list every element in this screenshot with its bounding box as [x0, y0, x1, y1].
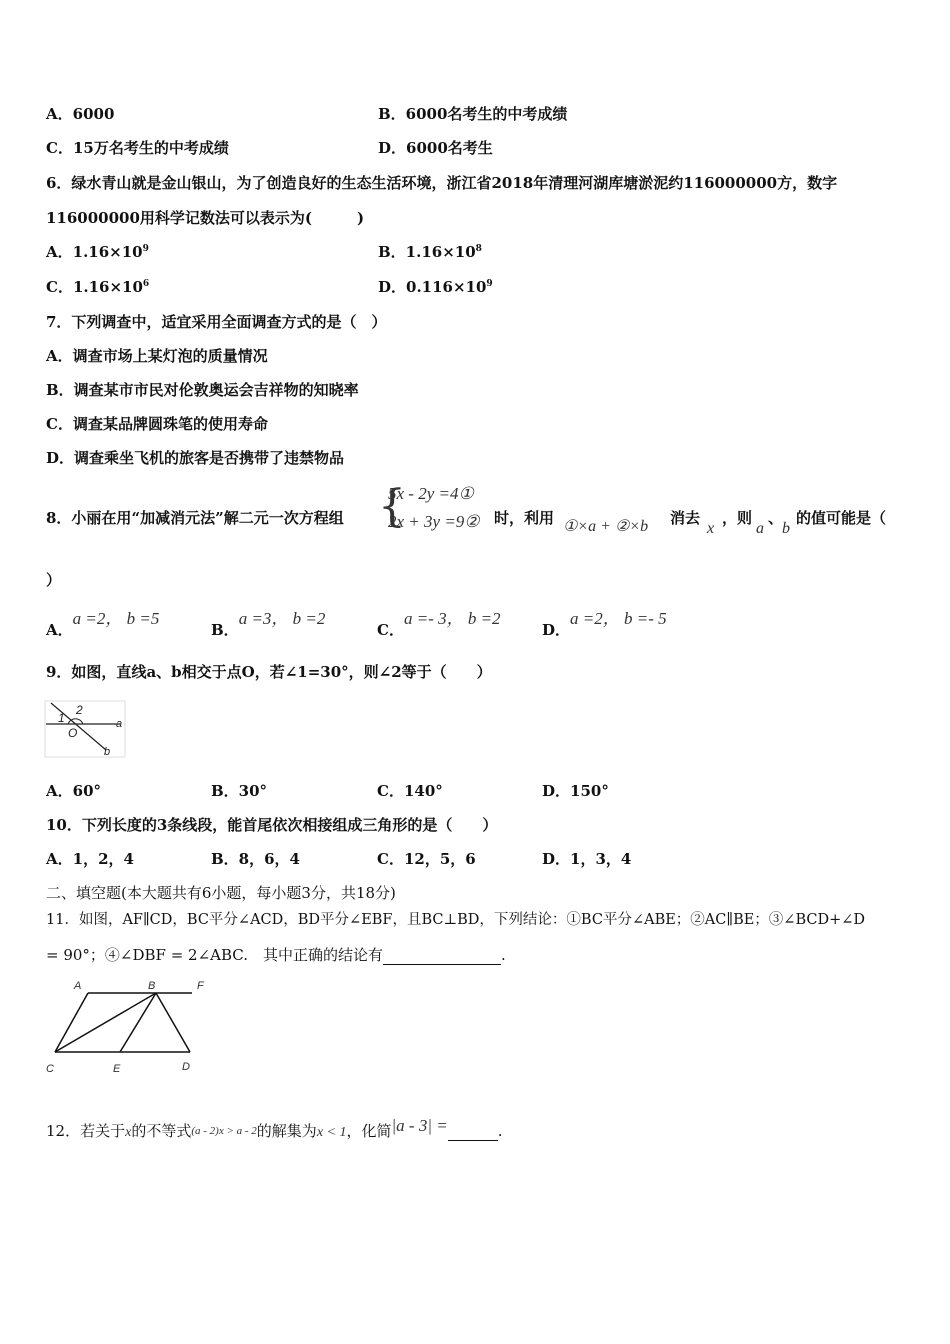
q8-option-c — [377, 604, 501, 639]
q8-option-d-math: a =2， b =- 5 — [570, 609, 667, 628]
q7-stem: 7．下列调查中，适宜采用全面调查方式的是（ ） — [46, 313, 387, 331]
q11-segment-bd — [156, 993, 190, 1052]
q6-option-c-base: C．1.16×10 — [46, 278, 143, 296]
q8-stem-pre: 8．小丽在用“加减消元法”解二元一次方程组 — [46, 509, 344, 527]
q6-option-a-exp: 9 — [142, 244, 149, 254]
q6-stem-line2: 116000000用科学记数法可以表示为( ) — [46, 209, 365, 227]
q6-option-d-exp: 9 — [486, 279, 493, 289]
q11-label-d: D — [182, 1061, 190, 1073]
q7-option-c: C．调查某品牌圆珠笔的使用寿命 — [46, 415, 268, 433]
q8-option-b-math: a =3， b =2 — [238, 609, 326, 628]
q7-option-a: A．调查市场上某灯泡的质量情况 — [46, 347, 268, 365]
q11-stem-line1: 11．如图，AF∥CD，BC平分∠ACD，BD平分∠EBF，且BC⊥BD，下列结论：①BC平分∠ABE；②AC∥BE；③∠BCD+∠D — [46, 912, 866, 928]
q10-option-a: A．1，2，4 — [46, 850, 134, 868]
q6-option-d — [378, 276, 493, 297]
q11-label-c: C — [46, 1063, 54, 1075]
q8-stem-post: 的值可能是（ — [796, 509, 887, 527]
q12-answer-blank[interactable] — [448, 1126, 498, 1141]
q6-option-c — [46, 276, 149, 297]
q9-label-o: O — [68, 726, 78, 740]
q10-option-d: D．1，3，4 — [542, 850, 632, 868]
q8-option-b-label: B． — [211, 621, 239, 639]
q11-figure — [42, 976, 214, 1078]
q7-option-d: D．调查乘坐飞机的旅客是否携带了违禁物品 — [46, 449, 345, 467]
q10-option-c: C．12，5，6 — [377, 850, 476, 868]
q6-stem-line1: 6．绿水青山就是金山银山，为了创造良好的生态生活环境，浙江省2018年清理河湖库塘淤泥约116000000方，数字 — [46, 174, 838, 192]
q8-expression: ①×a + ②×b — [563, 518, 649, 535]
q8-stem-mid3: ，则 — [722, 509, 753, 527]
q8-option-a-math: a =2， b =5 — [72, 609, 160, 628]
q8-option-c-label: C． — [377, 621, 404, 639]
q8-var-x: x — [707, 520, 715, 537]
q11-stem-line2-end: . — [501, 946, 506, 964]
q8-option-d-label: D． — [542, 621, 571, 639]
q6-option-b — [378, 241, 482, 262]
q11-label-a: A — [74, 980, 82, 992]
q8-option-b — [211, 604, 326, 639]
q8-var-a: a — [756, 520, 764, 537]
q8-equation-1: 5x - 2y =4① — [388, 484, 474, 503]
q6-option-b-exp: 8 — [475, 244, 482, 254]
q9-option-c: C．140° — [377, 782, 443, 800]
q5-option-d: D．6000名考生 — [378, 139, 493, 157]
q6-option-a — [46, 241, 149, 262]
q11-label-f: F — [197, 980, 204, 992]
q10-stem: 10．下列长度的3条线段，能首尾依次相接组成三角形的是（ ） — [46, 816, 498, 834]
q8-option-a-label: A． — [46, 621, 73, 639]
q8-var-b: b — [782, 520, 790, 537]
q6-option-c-exp: 6 — [142, 279, 150, 289]
q11-label-b: B — [148, 980, 156, 992]
q10-option-b: B．8，6，4 — [211, 850, 300, 868]
q8-option-a — [46, 604, 160, 639]
q11-answer-blank[interactable] — [383, 950, 501, 965]
q9-figure — [44, 700, 126, 758]
q12-solution: x < 1 — [316, 1125, 347, 1140]
q6-option-d-base: D．0.116×10 — [378, 278, 487, 296]
q9-stem: 9．如图，直线a、b相交于点O，若∠1=30°，则∠2等于（ ） — [46, 663, 492, 681]
q6-option-b-base: B．1.16×10 — [378, 243, 476, 261]
q8-stem-mid2: 消去 — [670, 509, 701, 527]
q11-stem-line2-text: = 90°；④∠DBF = 2∠ABC. 其中正确的结论有 — [46, 946, 384, 964]
q12-mid1: 的不等式 — [131, 1122, 192, 1140]
q12-end: . — [497, 1122, 503, 1140]
q5-option-a: A．6000 — [46, 105, 115, 123]
q8-stem-mid1: 时，利用 — [494, 509, 555, 527]
q9-option-a: A．60° — [46, 782, 102, 800]
q11-segment-bc — [55, 993, 156, 1052]
q12-mid3: ，化简 — [346, 1122, 392, 1140]
q9-label-2: 2 — [76, 703, 83, 717]
q9-label-1: 1 — [58, 711, 65, 725]
q8-stem-close: ） — [46, 571, 62, 589]
q6-option-a-base: A．1.16×10 — [46, 243, 143, 261]
q8-option-c-math: a =- 3， b =2 — [403, 609, 501, 628]
q12-var-x: x — [125, 1125, 132, 1140]
q9-label-b: b — [104, 746, 111, 758]
q9-option-d: D．150° — [542, 782, 609, 800]
q9-option-b: B．30° — [211, 782, 268, 800]
q5-option-b: B．6000名考生的中考成绩 — [378, 105, 568, 123]
q9-label-a: a — [116, 718, 123, 730]
q11-segment-be — [120, 993, 156, 1052]
q12-pre: 12．若关于 — [46, 1122, 126, 1140]
q5-option-c: C．15万名考生的中考成绩 — [46, 139, 229, 157]
q7-option-b: B．调查某市市民对伦敦奥运会吉祥物的知晓率 — [46, 381, 359, 399]
q11-stem-line2 — [46, 944, 506, 965]
q12-absolute-value: |a - 3| = — [391, 1116, 448, 1135]
q12-inequality: (a - 2)x > a - 2 — [191, 1125, 257, 1137]
q8-separator: 、 — [768, 509, 784, 527]
q8-equation-system — [378, 482, 493, 538]
q8-equation-2: 2x + 3y =9② — [388, 512, 480, 531]
q8-option-d — [542, 604, 667, 639]
q11-label-e: E — [113, 1063, 121, 1075]
q12-mid2: 的解集为 — [256, 1122, 317, 1140]
q12-stem — [46, 1116, 503, 1141]
section-heading: 二、填空题(本大题共有6小题，每小题3分，共18分) — [46, 884, 396, 902]
q8-brace: { — [378, 481, 406, 532]
